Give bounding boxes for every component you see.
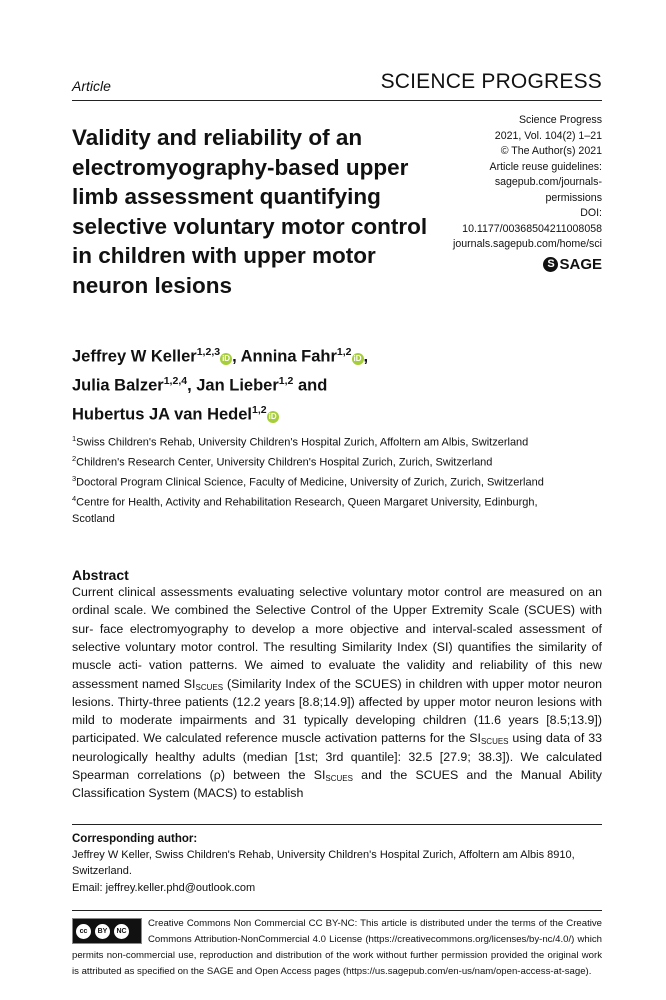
sage-logo: S SAGE — [439, 257, 602, 273]
abstract-line: voluntary motor control. The resulting Similarity Index (SI) quantifies the similarity of muscle acti- — [72, 640, 602, 673]
abstract-line: impairments and 31 typically developing children (11.6 years [8.5;13.9]) participated. We calculated — [72, 713, 602, 746]
abstract-line: the $SI_{SCUES}$ and the SCUES and the Manual Ability Classification System (MACS) to establish — [72, 768, 602, 801]
license-text: Creative Commons Non Commercial CC BY-NC: This article is distributed under the terms of the Creative Commons Attribution-NonCommercial 4.0 License (https://creativecommons.org/licenses/by-nc/4.0/) which permits non-commercial use, reproduction and distribution of the work without further permission provided the original work is attributed as specified on the SAGE and Open Access pages (https://us.sagepub.com/en-us/nam/open-access-at-sage). — [72, 918, 602, 977]
footnote-rule — [72, 824, 602, 825]
meta-doi[interactable]: DOI: 10.1177/00368504211008058 — [462, 207, 602, 235]
affiliation: $^3$Doctoral Program Clinical Science, Faculty of Medicine, University of Zurich, Zurich, Switzerland — [72, 473, 544, 489]
orcid-icon[interactable]: iD — [353, 353, 362, 363]
abstract-heading: Abstract — [72, 567, 129, 584]
meta-volume: 2021, Vol. 104(2) 1–21 — [494, 129, 602, 142]
abstract-line: (median [1st; 3rd quantile]: 32.5 [27.9; 38.3]). We calculated Spearman correlations (ρ) between — [72, 749, 602, 783]
abstract-line: vation patterns. We aimed to evaluate the validity and reliability of this new assessment named — [72, 658, 602, 691]
corresponding-author — [72, 831, 602, 896]
orcid-icon[interactable]: iD — [222, 353, 231, 363]
author-name: Jan Lieber — [196, 376, 279, 395]
sage-s-icon: S — [543, 257, 558, 272]
corresponding-email[interactable]: Email: jeffrey.keller.phd@outlook.com — [72, 881, 256, 894]
meta-reuse: Article reuse guidelines: — [489, 160, 602, 173]
cc-by-nc-badge — [72, 918, 142, 944]
author-name: Jeffrey W Keller — [72, 347, 197, 366]
journal-meta — [439, 113, 602, 300]
footnotes — [72, 804, 602, 980]
meta-permissions-link[interactable]: sagepub.com/journals-permissions — [494, 176, 602, 204]
affiliation: $^2$Children's Research Center, University Children's Hospital Zurich, Zurich, Switzerland — [72, 453, 493, 469]
author-name: Julia Balzer — [72, 376, 164, 395]
cc-icon: cc — [76, 924, 91, 939]
abstract-line: patients (12.2 years [8.8;14.9]) affected by upper motor neuron lesions with mild to moderate — [72, 694, 602, 728]
meta-journal: Science Progress — [518, 114, 602, 126]
abstract-line: ordinal scale. We combined the Selective Control of the Upper Extremity Scale (SCUES) with sur- — [72, 603, 602, 636]
journal-name: SCIENCE PROGRESS — [380, 70, 602, 93]
affiliations — [72, 431, 552, 527]
article-type-label: Article — [72, 78, 111, 94]
meta-journal-link[interactable]: journals.sagepub.com/home/sci — [453, 238, 602, 250]
affiliation: $^4$Centre for Health, Activity and Rehabilitation Research, Queen Margaret University, Edinburgh, Scotland — [72, 493, 538, 525]
title-block — [72, 113, 602, 300]
abstract-line: reference muscle activation patterns for the $SI_{SCUES}$ using data of 33 neurologically healthy adults — [72, 731, 602, 764]
affiliation: $^1$Swiss Children's Rehab, University Children's Hospital Zurich, Affoltern am Albis, Switzerland — [72, 434, 529, 449]
author-name: Annina Fahr — [240, 347, 337, 366]
license-rule — [72, 910, 602, 911]
author-name: Hubertus JA van Hedel — [72, 405, 253, 424]
abstract-line: face electromyography to develop a more objective and interval-scaled assessment of selective — [72, 621, 602, 654]
abstract-line: $SI_{SCUES}$ (Similarity Index of the SCUES) in children with upper motor neuron lesions. Thirty-three — [72, 676, 602, 709]
running-header — [72, 70, 602, 101]
orcid-icon[interactable]: iD — [268, 411, 277, 421]
nc-icon: NC — [114, 924, 129, 939]
license-block — [72, 913, 602, 980]
abstract-line: Current clinical assessments evaluating selective voluntary motor control are measured on an — [72, 585, 602, 600]
meta-copyright: © The Author(s) 2021 — [500, 145, 602, 157]
author-list: Jeffrey W Keller$^{1,2,3}$ iD , Annina Fahr$^{1,2}$ iD , Julia Balzer$^{1,2,4}$, Jan Lieber$^{1,2}$ and Hubertus JA van Hedel$^{1,2}$ iD — [72, 346, 369, 424]
corresponding-address: Jeffrey W Keller, Swiss Children's Rehab, University Children's Hospital Zurich, Affoltern am Albis 8910, Switzerland. — [72, 849, 575, 878]
corresponding-heading: Corresponding author: — [72, 832, 198, 845]
by-icon: BY — [95, 924, 110, 939]
abstract-body — [72, 583, 602, 803]
article-title: Validity and reliability of an electromyography-based upper limb assessment quantifying selective voluntary motor control in children with upper motor neuron lesions — [72, 125, 428, 298]
